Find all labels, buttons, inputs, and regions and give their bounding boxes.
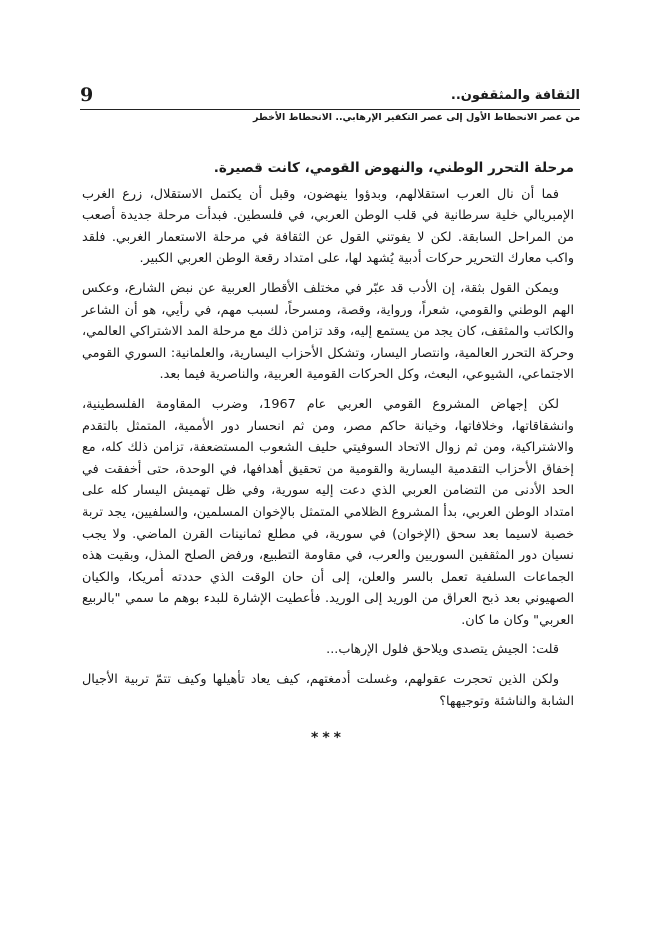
page-number: 9	[80, 84, 94, 106]
paragraph-literature: ويمكن القول بثقة، إن الأدب قد عبّر في مختلف الأقطار العربية عن نبض الشارع، وعكس الهم الوطني والقومي، شعراً، ورواية، وقصة، ومسرحاً، لسبب مهم، في رأيي، هو أن الشاعر والكاتب والمثقف، كان يجد من يستمع إليه، وقد تزامن ذلك مع مرحلة المد الاشتراكي العالمي، وحركة التحرر العالمية، وانتصار اليسار، وتشكل الأحزاب اليسارية، والعلمانية: السوري القومي الاجتماعي، الشيوعي، البعث، وكل الحركات القومية العربية، والناصرية فيما بعد.	[82, 280, 574, 383]
paragraph-1967: لكن إجهاض المشروع القومي العربي عام 1967، وضرب المقاومة الفلسطينية، وانشقاقاتها، وخلافاتها، وخيانة حاكم مصر، ومن ثم انحسار دور الأممية، المتمثل بالتقدم والاشتراكية، ومن ثم زوال الاتحاد السوفيتي حليف الشعوب المستضعفة، تزامن ذلك كله، مع إخفاق الأحزاب التقدمية اليسارية والقومية من تحقيق أهدافها، في الوحدة، حتى أخفقت في الحد الأدنى من التضامن العربي الذي دعت إليه سورية، وفي ظل تهميش اليسار كله على امتداد الوطن العربي، بدأ المشروع الظلامي المتمثل بالإخوان المسلمين، والسلفيين، يجد تربة خصبة لاسيما بعد سحق (الإخوان) في سورية، في مطلع ثمانينات القرن الماضي. ولا يجب نسيان دور المثقفين السوريين والعرب، في مقاومة التطبيع، ورفض الصلح المذل، وبقيت هذه الجماعات السلفية تعمل بالسر والعلن، إلى أن حان الوقت الذي حددته أمريكا، والكيان الصهيوني بعد ذبح العراق من الوريد إلى الوريد. فأعطيت الإشارة للبدء بوهم ما سمي "بالربيع العربي" وكان ما كان.	[82, 396, 574, 628]
running-subtitle: من عصر الانحطاط الأول إلى عصر التكفير الإرهابي.. الانحطاط الأخطر	[252, 112, 580, 123]
page-body	[82, 158, 574, 750]
paragraph-question: ولكن الذين تحجرت عقولهم، وغسلت أدمغتهم، كيف يعاد تأهيلها وكيف تتمّ تربية الأجيال الشابة والناشئة وتوجيهها؟	[82, 672, 574, 709]
header-divider	[80, 109, 580, 110]
section-heading: مرحلة التحرر الوطني، والنهوض القومي، كانت قصيرة.	[213, 160, 574, 176]
paragraph-independence: فما أن نال العرب استقلالهم، وبدؤوا ينهضون، وقبل أن يكتمل الاستقلال، زرع الغرب الإمبريالي خلية سرطانية في قلب الوطن العربي، في فلسطين. فبدأت مرحلة جديدة أصعب من المراحل السابقة. لكن لا يفوتني القول عن الثقافة في مرحلة الاستعمار الغربي. فلقد واكب معارك التحرير حركات أدبية يُشهد لها، على امتداد رقعة الوطن العربي الكبير.	[82, 186, 574, 267]
paragraph-army: قلت: الجيش يتصدى ويلاحق فلول الإرهاب...	[326, 642, 559, 658]
section-separator: ***	[311, 730, 345, 747]
running-title: الثقافة والمثقفون..	[450, 88, 580, 103]
page-header	[80, 86, 580, 130]
